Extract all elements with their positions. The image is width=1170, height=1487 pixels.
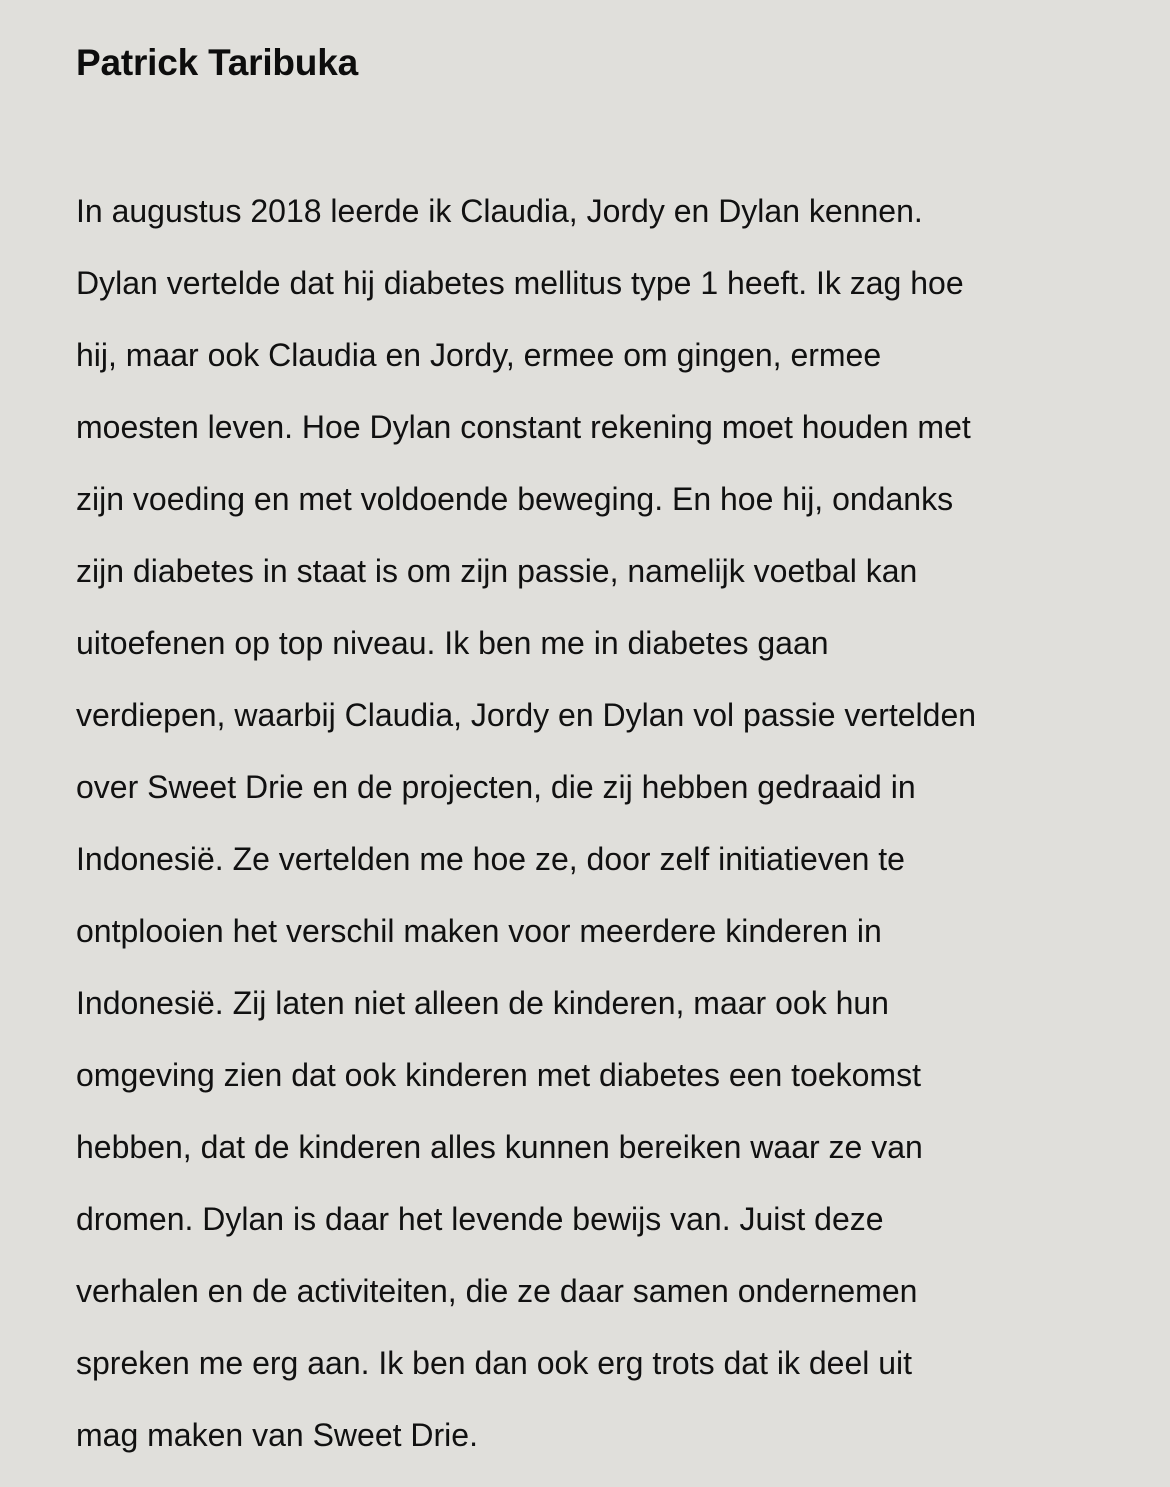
bio-line: mag maken van Sweet Drie. <box>76 1417 478 1453</box>
bio-line: uitoefenen op top niveau. Ik ben me in diabetes gaan <box>76 625 829 661</box>
bio-line: zijn voeding en met voldoende beweging. En hoe hij, ondanks <box>76 481 954 517</box>
bio-line: ontplooien het verschil maken voor meerdere kinderen in <box>76 913 882 949</box>
bio-line: In augustus 2018 leerde ik Claudia, Jordy en Dylan kennen. <box>76 193 923 229</box>
bio-line: dromen. Dylan is daar het levende bewijs van. Juist deze <box>76 1201 884 1237</box>
bio-line: hij, maar ook Claudia en Jordy, ermee om gingen, ermee <box>76 337 882 373</box>
bio-line: moesten leven. Hoe Dylan constant rekening moet houden met <box>76 409 971 445</box>
bio-paragraph <box>76 175 1116 1471</box>
bio-line: zijn diabetes in staat is om zijn passie, namelijk voetbal kan <box>76 553 918 589</box>
bio-line: Indonesië. Ze vertelden me hoe ze, door zelf initiatieven te <box>76 841 905 877</box>
bio-line: verdiepen, waarbij Claudia, Jordy en Dylan vol passie vertelden <box>76 697 977 733</box>
bio-line: verhalen en de activiteiten, die ze daar samen ondernemen <box>76 1273 918 1309</box>
bio-line: hebben, dat de kinderen alles kunnen bereiken waar ze van <box>76 1129 923 1165</box>
page-title: Patrick Taribuka <box>76 42 358 83</box>
bio-line: over Sweet Drie en de projecten, die zij hebben gedraaid in <box>76 769 916 805</box>
bio-line: omgeving zien dat ook kinderen met diabetes een toekomst <box>76 1057 921 1093</box>
bio-line: Indonesië. Zij laten niet alleen de kinderen, maar ook hun <box>76 985 889 1021</box>
bio-line: Dylan vertelde dat hij diabetes mellitus type 1 heeft. Ik zag hoe <box>76 265 964 301</box>
bio-line: spreken me erg aan. Ik ben dan ook erg trots dat ik deel uit <box>76 1345 913 1381</box>
